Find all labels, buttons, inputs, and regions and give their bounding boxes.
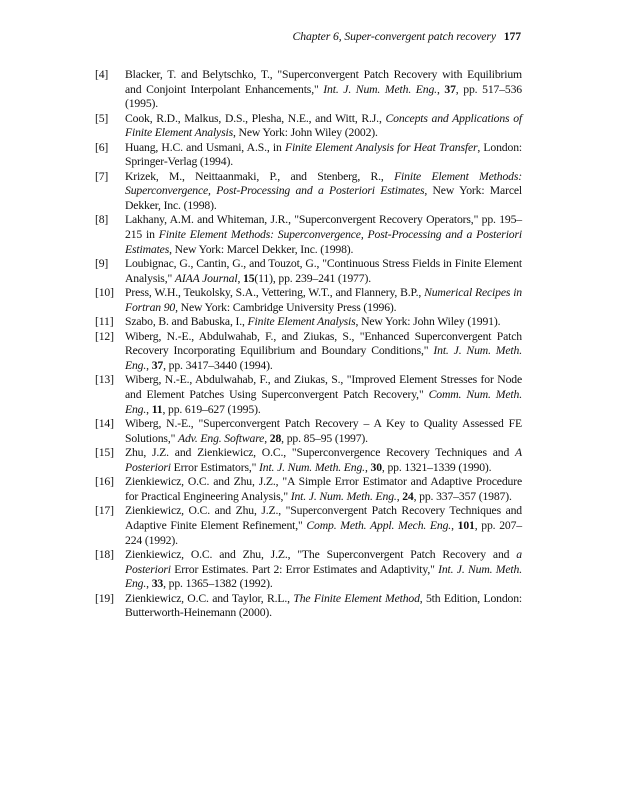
reference-label: [14] bbox=[95, 417, 114, 431]
reference-item bbox=[95, 548, 522, 592]
reference-label: [4] bbox=[95, 68, 109, 81]
reference-item bbox=[95, 68, 522, 112]
reference-text: Wiberg, N.-E., Abdulwahab, F., and Ziukas, S., "Improved Element Stresses for Node and Element Patches Using Superconvergent Patch Recovery," Comm. Num. Meth. Eng., 11, pp. 619–627 (1995). bbox=[125, 373, 522, 416]
reference-item bbox=[95, 417, 522, 446]
reference-text: Szabo, B. and Babuska, I., Finite Element Analysis, New York: John Wiley (1991). bbox=[125, 315, 501, 329]
reference-label: [8] bbox=[95, 213, 109, 227]
reference-label: [11] bbox=[95, 315, 114, 329]
reference-item bbox=[95, 170, 522, 214]
reference-text: Huang, H.C. and Usmani, A.S., in Finite Element Analysis for Heat Transfer, London: Springer-Verlag (1994). bbox=[125, 140, 522, 169]
reference-text: Press, W.H., Teukolsky, S.A., Vettering, W.T., and Flannery, B.P., Numerical Recipes in Fortran 90, New York: Cambridge University Press (1996). bbox=[125, 286, 522, 314]
reference-text: Blacker, T. and Belytschko, T., "Superconvergent Patch Recovery with Equilibrium and Conjoint Interpolant Enhancements," Int. J. Num. Meth. Eng., 37, pp. 517–536 (1995). bbox=[125, 68, 522, 111]
reference-item bbox=[95, 330, 522, 374]
reference-text: Wiberg, N.-E., Abdulwahab, F., and Ziukas, S., "Enhanced Superconvergent Patch Recovery Incorporating Equilibrium and Boundary Conditions," Int. J. Num. Meth. Eng., 37, pp. 3417–3440 (1994). bbox=[125, 329, 522, 372]
reference-item bbox=[95, 475, 522, 504]
reference-item bbox=[95, 446, 522, 475]
running-header bbox=[95, 30, 521, 43]
reference-text: Zienkiewicz, O.C. and Zhu, J.Z., "The Superconvergent Patch Recovery and a Posteriori Error Estimates. Part 2: Error Estimates and Adaptivity," Int. J. Num. Meth. Eng., 33, pp. 1365–1382 (1992). bbox=[125, 548, 522, 591]
reference-item bbox=[95, 213, 522, 257]
reference-item bbox=[95, 286, 522, 315]
reference-text: Zienkiewicz, O.C. and Zhu, J.Z., "A Simple Error Estimator and Adaptive Procedure for Practical Engineering Analysis," Int. J. Num. Meth. Eng., 24, pp. 337–357 (1987). bbox=[125, 475, 522, 503]
reference-item bbox=[95, 141, 522, 170]
reference-label: [12] bbox=[95, 329, 114, 343]
running-header-chapter-title: Chapter 6, Super-convergent patch recovery bbox=[292, 30, 496, 43]
reference-label: [15] bbox=[95, 446, 114, 460]
reference-item bbox=[95, 315, 522, 330]
reference-label: [16] bbox=[95, 475, 114, 489]
reference-label: [10] bbox=[95, 286, 114, 300]
reference-item bbox=[95, 592, 522, 621]
reference-text: Loubignac, G., Cantin, G., and Touzot, G., "Continuous Stress Fields in Finite Element Analysis," AIAA Journal, 15(11), pp. 239–241 (1977). bbox=[125, 257, 522, 285]
reference-text: Lakhany, A.M. and Whiteman, J.R., "Superconvergent Recovery Operators," pp. 195–215 in Finite Element Methods: Superconvergence, Post-Processing and a Posteriori Estimates, New York: Marcel Dekker, Inc. (1998). bbox=[125, 213, 522, 256]
reference-list bbox=[95, 68, 522, 621]
reference-text: Zienkiewicz, O.C. and Zhu, J.Z., "Superconvergent Patch Recovery Techniques and Adaptive Finite Element Refinement," Comp. Meth. Appl. Mech. Eng., 101, pp. 207–224 (1992). bbox=[125, 504, 522, 547]
reference-label: [6] bbox=[95, 140, 109, 154]
reference-item bbox=[95, 373, 522, 417]
reference-item bbox=[95, 257, 522, 286]
reference-text: Krizek, M., Neittaanmaki, P., and Stenberg, R., Finite Element Methods: Superconvergence, Post-Processing and a Posteriori Estimates, New York: Marcel Dekker, Inc. (1998). bbox=[125, 169, 522, 212]
reference-label: [9] bbox=[95, 257, 109, 271]
reference-text: Zienkiewicz, O.C. and Taylor, R.L., The Finite Element Method, 5th Edition, London: Butterworth-Heinemann (2000). bbox=[125, 591, 523, 620]
reference-label: [7] bbox=[95, 169, 109, 183]
reference-label: [17] bbox=[95, 504, 114, 518]
reference-text: Cook, R.D., Malkus, D.S., Plesha, N.E., and Witt, R.J., Concepts and Applications of Finite Element Analysis, New York: John Wiley (2002). bbox=[125, 111, 522, 140]
reference-label: [5] bbox=[95, 111, 109, 125]
reference-label: [13] bbox=[95, 373, 114, 387]
page-number: 177 bbox=[503, 30, 521, 43]
reference-item bbox=[95, 504, 522, 548]
reference-text: Wiberg, N.-E., "Superconvergent Patch Recovery – A Key to Quality Assessed FE Solutions," Adv. Eng. Software, 28, pp. 85–95 (1997). bbox=[125, 417, 522, 445]
reference-item bbox=[95, 112, 522, 141]
reference-text: Zhu, J.Z. and Zienkiewicz, O.C., "Superconvergence Recovery Techniques and A Posteriori Error Estimators," Int. J. Num. Meth. Eng., 30, pp. 1321–1339 (1990). bbox=[125, 446, 522, 474]
reference-label: [18] bbox=[95, 548, 114, 562]
reference-label: [19] bbox=[95, 591, 114, 605]
